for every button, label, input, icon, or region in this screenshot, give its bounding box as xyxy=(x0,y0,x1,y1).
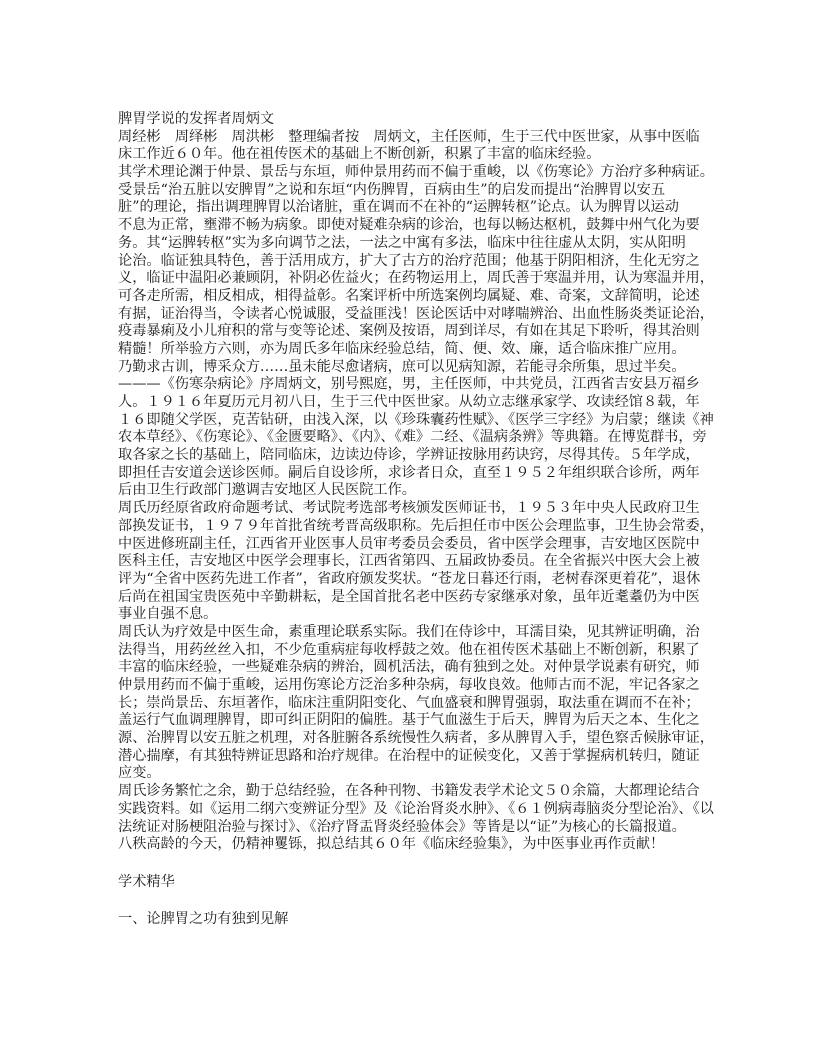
body-text-line: 部换发证书，１９７９年首批省统考晋高级职称。先后担任市中医公会理监事，卫生协会常委， xyxy=(118,517,714,534)
subsection-heading: 一、论脾胃之功有独到见解 xyxy=(118,910,289,927)
body-text-line: 潜心揣摩，有其独特辨证思路和治疗规律。在治程中的证候变化，又善于掌握病机转归，随证 xyxy=(118,747,700,764)
body-text-line: 脏”的理论，指出调理脾胃以治诸脏，重在调而不在补的“运脾转枢”论点。认为脾胃以运动 xyxy=(118,199,679,216)
spacer xyxy=(118,854,700,874)
body-text-line: 受景岳“治五脏以安脾胃”之说和东垣“内伤脾胃，百病由生”的启发而提出“治脾胃以安五 xyxy=(118,181,666,198)
body-text-line: 医科主任，吉安地区中医学会理事长，江西省第四、五届政协委员。在全省振兴中医大会上被 xyxy=(118,553,700,570)
body-text-line: 周氏认为疗效是中医生命，素重理论联系实际。我们在侍诊中，耳濡目染，见其辨证明确，治 xyxy=(118,623,700,640)
body-text-line: 取各家之长的基础上，陪同临床，边读边侍诊，学辨证按脉用药诀窍，尽得其传。５年学成， xyxy=(118,447,700,464)
body-text-line: 精髓！所举验方六则，亦为周氏多年临床经验总结，简、便、效、廉，适合临床推广应用。 xyxy=(118,340,686,357)
body-text-line: 有据，证治得当，令读者心悦诚服，受益匪浅！医论医话中对哮喘辨治、出血性肠炎类证论治， xyxy=(118,305,714,322)
body-text-line: 乃勤求古训，博采众方……虽未能尽愈诸病，庶可以见病知源，若能寻余所集，思过半矣。 xyxy=(118,358,686,375)
body-text-line: 后由卫生行政部门邀调吉安地区人民医院工作。 xyxy=(118,482,416,499)
body-text-line: 周经彬 周绎彬 周洪彬 整理编者按 周炳文，主任医师，生于三代中医世家，从事中医临 xyxy=(118,128,700,145)
body-text-line: 事业自强不息。 xyxy=(118,606,218,623)
body-text-line: 床工作近６０年。他在祖传医术的基础上不断创新，积累了丰富的临床经验。 xyxy=(118,146,601,163)
body-text-line: 可各走所需，相反相成，相得益彰。名案评析中所选案例均属疑、难、奇案，文辞简明，论述 xyxy=(118,287,700,304)
body-text-line: 其学术理论渊于仲景、景岳与东垣，师仲景用药而不偏于重峻，以《伤寒论》方治疗多种病证。 xyxy=(118,164,714,181)
body-text-line: 周氏诊务繁忙之余，勤于总结经验，在各种刊物、书籍发表学术论文５０余篇，大都理论结合 xyxy=(118,783,700,800)
body-text-line: 论治。临证独具特色，善于活用成方，扩大了古方的治疗范围；他基于阴阳相济，生化无穷之 xyxy=(118,252,700,269)
section-heading: 学术精华 xyxy=(118,873,175,890)
body-text-line: 评为“全省中医药先进工作者”，省政府颁发奖状。“苍龙日暮还行雨，老树春深更着花”，退休 xyxy=(118,570,701,587)
body-text-line: １６即随父学医，克苦钻研，由浅入深，以《珍珠囊药性赋》、《医学三字经》为启蒙；继读《神 xyxy=(118,411,714,428)
spacer xyxy=(118,892,700,911)
body-text-line: 务。其“运脾转枢”实为多向调节之法，一法之中寓有多法，临床中往往虚从太阴，实从阳明 xyxy=(118,234,686,251)
document-body xyxy=(118,128,714,854)
body-text-line: 人。１９１６年夏历元月初八日，生于三代中医世家。从幼立志继承家学、攻读经馆８载，年 xyxy=(118,394,700,410)
body-text-line: 农本草经》、《伤寒论》、《金匮要略》、《内》、《难》二经、《温病条辨》等典籍。在博览群书，旁 xyxy=(118,429,707,446)
body-text-line: 源、治脾胃以安五脏之机理，对各脏腑各系统慢性久病者，多从脾胃入手，望色察舌候脉审证， xyxy=(118,730,714,747)
body-text-line: 即担任吉安道会送诊医师。嗣后自设诊所，求诊者日众，直至１９５２年组织联合诊所，两年 xyxy=(118,464,700,481)
body-text-line: 丰富的临床经验，一些疑难杂病的辨治，圆机活法，确有独到之处。对仲景学说素有研究，师 xyxy=(118,659,700,676)
body-text-line: 不息为正常，壅滞不畅为病象。即使对疑难杂病的诊治，也每以畅达枢机，鼓舞中州气化为要 xyxy=(118,217,700,234)
body-text-line: 实践资料。如《运用二纲六变辨证分型》及《论治肾炎水肿》、《６１例病毒脑炎分型论治》、《以 xyxy=(118,800,714,817)
body-text-line: 仲景用药而不偏于重峻，运用伤寒论方泛治多种杂病，每收良效。他师古而不泥，牢记各家之 xyxy=(118,677,700,693)
body-text-line: 应变。 xyxy=(118,765,161,782)
body-text-line: 法统证对肠梗阻治验与探讨》、《治疗肾盂肾炎经验体会》等皆是以“证”为核心的长篇报道。 xyxy=(118,818,686,835)
body-text-line: 八秩高龄的今天，仍精神矍铄，拟总结其６０年《临床经验集》，为中医事业再作贡献！ xyxy=(118,836,665,853)
document-title: 脾胃学说的发挥者周炳文 xyxy=(118,111,275,127)
document-page xyxy=(118,111,714,928)
body-text-line: ———《伤寒杂病论》序周炳文，别号熙庭，男，主任医师，中共党员，江西省吉安县万福乡 xyxy=(118,376,700,393)
body-text-line: 周氏历经原省政府命题考试、考试院考选部考核颁发医师证书，１９５３年中央人民政府卫生 xyxy=(118,500,700,517)
body-text-line: 后尚在祖国宝贵医苑中辛勤耕耘，是全国首批名老中医药专家继承对象，虽年近耄耋仍为中医 xyxy=(118,588,700,605)
body-text-line: 法得当，用药丝丝入扣，不少危重病症每收桴鼓之效。他在祖传医术基础上不断创新，积累了 xyxy=(118,641,700,658)
body-text-line: 长；崇尚景岳、东垣著作，临床注重阴阳变化、气血盛衰和脾胃强弱，取法重在调而不在补； xyxy=(118,694,700,711)
body-text-line: 义，临证中温阳必兼顾阴，补阴必佐益火；在药物运用上，周氏善于寒温并用，认为寒温并用， xyxy=(118,270,714,287)
body-text-line: 中医进修班副主任，江西省开业医事人员审考委员会委员，省中医学会理事，吉安地区医院中 xyxy=(118,535,700,552)
body-text-line: 疫毒暴痢及小儿疳积的常与变等论述、案例及按语，周到详尽，有如在其足下聆听，得其治则 xyxy=(118,323,700,340)
body-text-line: 盖运行气血调理脾胃，即可纠正阴阳的偏胜。基于气血滋生于后天，脾胃为后天之本、生化之 xyxy=(118,712,700,729)
